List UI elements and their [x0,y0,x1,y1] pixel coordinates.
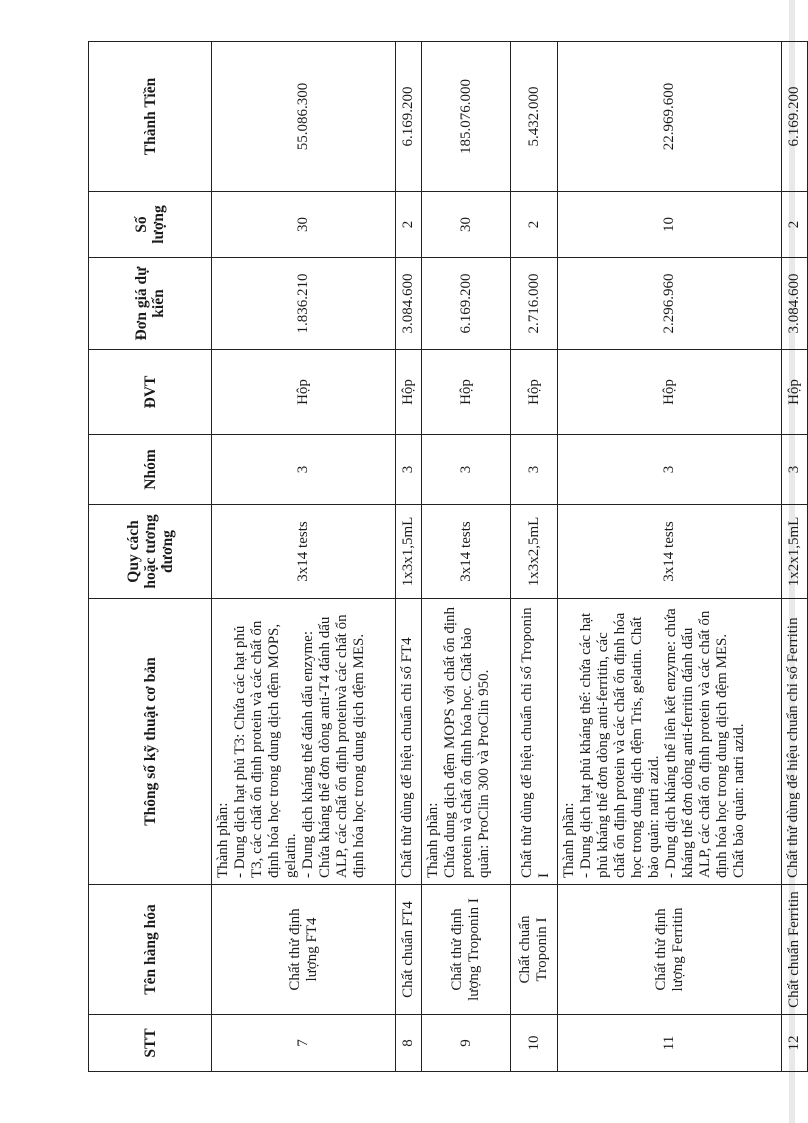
cell-pack: 1x3x1,5mL [396,505,422,599]
cell-pack: 3x14 tests [558,505,782,599]
cell-stt: 9 [422,1015,511,1072]
spec-line: - Dung dịch hạt phủ T3: Chứa các hạt phủ T3, các chất ổn định protein và các chất ổn định hóa học trong dung dịch đệm MOPS, gelatin. [232,620,300,878]
table-row [212,42,396,1072]
cell-name: Chất thử định lượng FT4 [212,885,396,1015]
cell-spec [422,599,511,885]
cell-price: 2.296.960 [558,258,782,350]
product-table [88,41,808,1072]
cell-total: 55.086.300 [212,42,396,192]
cell-unit: Hộp [558,350,782,435]
cell-group: 3 [422,435,511,505]
cell-stt: 12 [782,1015,808,1072]
cell-group: 3 [396,435,422,505]
cell-pack: 3x14 tests [212,505,396,599]
cell-pack: 1x3x2,5mL [511,505,558,599]
header-unit: ĐVT [89,350,212,435]
cell-group: 3 [558,435,782,505]
cell-qty: 2 [511,192,558,258]
cell-name: Chất thử định lượng Troponin I [422,885,511,1015]
cell-total: 185.076.000 [422,42,511,192]
cell-spec [511,599,558,885]
cell-group: 3 [782,435,808,505]
cell-qty: 30 [212,192,396,258]
spec-line: Thành phần: [215,802,232,878]
cell-stt: 8 [396,1015,422,1072]
cell-pack: 1x2x1,5mL [782,505,808,599]
table-row [396,42,422,1072]
header-price: Đơn giá dự kiến [89,258,212,350]
cell-stt: 7 [212,1015,396,1072]
spec-line: Chất thử dùng để hiệu chuẩn chỉ số FT4 [399,637,416,878]
cell-qty: 10 [558,192,782,258]
cell-price: 1.836.210 [212,258,396,350]
cell-pack: 3x14 tests [422,505,511,599]
cell-name: Chất thử định lượng Ferritin [558,885,782,1015]
cell-price: 6.169.200 [422,258,511,350]
spec-line: Thành phần: [425,802,442,878]
cell-price: 3.084.600 [396,258,422,350]
cell-spec [558,599,782,885]
cell-unit: Hộp [511,350,558,435]
spec-line: - Dung dịch kháng thể đánh dấu enzyme: Chứa kháng thể đơn dòng anti-T4 đánh dấu ALP, các chất ổn định proteinvà các chất ổn định hóa học trong dung dịch đệm MES. [300,614,368,878]
cell-qty: 2 [782,192,808,258]
cell-group: 3 [212,435,396,505]
cell-total: 5.432.000 [511,42,558,192]
cell-name: Chất chuẩn Ferritin [782,885,808,1015]
table-row [422,42,511,1072]
cell-total: 22.969.600 [558,42,782,192]
cell-total: 6.169.200 [782,42,808,192]
cell-unit: Hộp [396,350,422,435]
cell-unit: Hộp [422,350,511,435]
header-name: Tên hàng hóa [89,885,212,1015]
cell-total: 6.169.200 [396,42,422,192]
spec-line: - Dung dịch hạt phủ kháng thể: chứa các hạt phủ kháng thể đơn dòng anti-ferritin, các chất ổn định protein và các chất ổn định hóa học trong dung dịch đệm Tris, gelatin. Chất bảo quản: natri azid. [578,612,663,878]
spec-line: Chất thử dùng để hiệu chuẩn chỉ số Troponin I [518,607,552,878]
table-row [558,42,782,1072]
cell-price: 3.084.600 [782,258,808,350]
cell-unit: Hộp [212,350,396,435]
table-row [511,42,558,1072]
cell-group: 3 [511,435,558,505]
cell-name: Chất chuẩn Troponin I [511,885,558,1015]
cell-name: Chất chuẩn FT4 [396,885,422,1015]
cell-qty: 2 [396,192,422,258]
spec-line: Thành phần: [561,802,578,878]
header-group: Nhóm [89,435,212,505]
cell-spec [396,599,422,885]
cell-qty: 30 [422,192,511,258]
cell-price: 2.716.000 [511,258,558,350]
table-header-row [89,42,212,1072]
spec-line: - Dung dịch kháng thể liên kết enzyme: chứa kháng thể đơn dòng anti-ferritin đánh dấu ALP, các chất ổn định protein và các chất ổn định hóa học trong dung dịch đệm MES. Chất bảo quản: natri azid. [663,608,748,878]
rotated-page [88,42,808,1072]
cell-stt: 10 [511,1015,558,1072]
table-row [782,42,808,1072]
header-stt: STT [89,1015,212,1072]
cell-unit: Hộp [782,350,808,435]
spec-line: Chất thử dùng để hiệu chuẩn chỉ số Ferritin [785,617,802,878]
cell-spec [212,599,396,885]
header-pack: Quy cách hoặc tương đương [89,505,212,599]
cell-stt: 11 [558,1015,782,1072]
spec-line: Chứa dung dịch đệm MOPS với chất ổn định protein và chất ổn định hóa học. Chất bảo quản: ProClin 300 và ProClin 950. [442,606,493,878]
header-spec: Thông số kỹ thuật cơ bản [89,599,212,885]
header-total: Thành Tiền [89,42,212,192]
header-qty: Số lượng [89,192,212,258]
cell-spec [782,599,808,885]
